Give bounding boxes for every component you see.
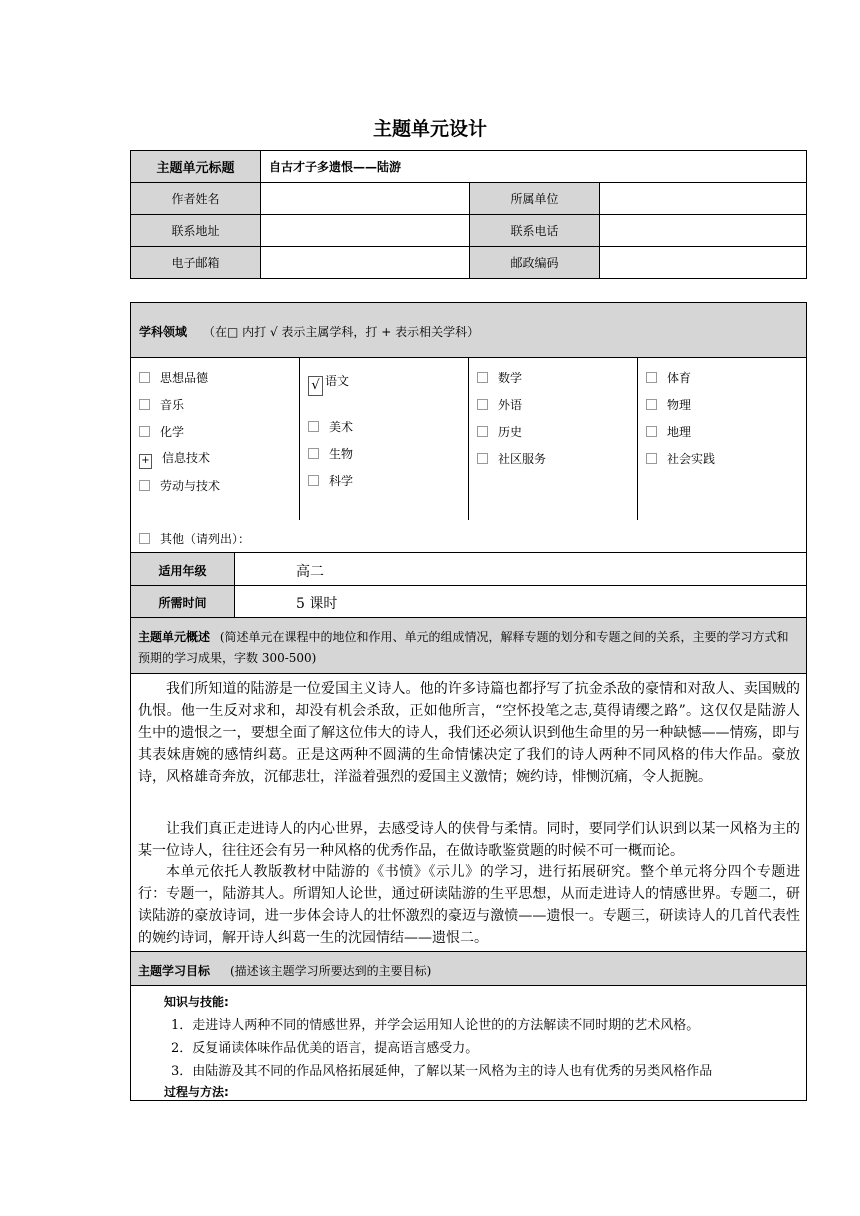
knowledge-label: 知识与技能: <box>164 995 229 1009</box>
subject-checkbox-music[interactable]: 音乐 <box>139 398 184 412</box>
overview-header <box>131 618 806 674</box>
subject-checkbox-social-practice[interactable]: 社会实践 <box>646 452 715 466</box>
subject-checkbox-it[interactable]: + 信息技术 <box>139 451 210 469</box>
goals-header <box>131 952 806 986</box>
goals-hint: (描述该主题学习所要达到的主要目标) <box>230 964 432 978</box>
author-field[interactable] <box>261 183 470 215</box>
overview-paragraph-1: 我们所知道的陆游是一位爱国主义诗人。他的许多诗篇也都抒写了抗金杀敌的豪情和对敌人、卖国贼的仇恨。他一生反对求和，却没有机会杀敌，正如他所言，“空怀投笔之志,莫得请缨之路”。这仅仅是陆游人生中的遗恨之一，要想全面了解这位伟大的诗人，我们还必须认识到他生命里的另一种缺憾——情殇，即与其表妹唐婉的感情纠葛。正是这两种不圆满的生命情愫决定了我们的诗人两种不同风格的伟大作品。豪放诗，风格雄奇奔放，沉郁悲壮，洋溢着强烈的爱国主义激情；婉约诗，悱恻沉痛，令人扼腕。 <box>138 681 800 785</box>
subject-checkbox-community[interactable]: 社区服务 <box>477 452 546 466</box>
unit-field[interactable] <box>600 183 807 215</box>
info-table <box>130 150 807 279</box>
subject-header <box>131 303 806 358</box>
address-field[interactable] <box>261 215 470 247</box>
subject-hint: （在□ 内打 √ 表示主属学科，打 + 表示相关学科） <box>203 325 480 339</box>
time-value[interactable]: 5 课时 <box>296 596 338 612</box>
goal-item-3: 3．由陆游及其不同的作品风格拓展延伸，了解以某一风格为主的诗人也有优秀的另类风格作品 <box>171 1064 713 1079</box>
goal-item-1: 1．走进诗人两种不同的情感世界，并学会运用知人论世的的方法解读不同时期的艺术风格。 <box>171 1018 700 1033</box>
author-label: 作者姓名 <box>131 183 261 215</box>
phone-label: 联系电话 <box>470 215 600 247</box>
overview-hint: (简述单元在课程中的地位和作用、单元的组成情况，解释专题的划分和专题之间的关系，主要的学习方式和预期的学习成果，字数 300-500) <box>138 630 789 665</box>
goal-item-2: 2．反复诵读体味作品优美的语言，提高语言感受力。 <box>171 1041 479 1056</box>
subject-checkbox-chemistry[interactable]: 化学 <box>139 425 184 439</box>
subject-checkbox-politics[interactable]: 思想品德 <box>139 371 208 385</box>
subject-checkbox-labor[interactable]: 劳动与技术 <box>139 479 220 493</box>
subject-checkbox-history[interactable]: 历史 <box>477 425 522 439</box>
goals-label: 主题学习目标 <box>138 964 211 978</box>
subject-checkbox-geography[interactable]: 地理 <box>646 425 691 439</box>
overview-label: 主题单元概述 <box>138 630 211 644</box>
title-value[interactable]: 自古才子多遗恨——陆游 <box>261 151 807 183</box>
subject-checkbox-other[interactable]: 其他（请列出）： <box>139 532 250 546</box>
grade-label: 适用年级 <box>158 564 207 578</box>
subject-checkbox-science[interactable]: 科学 <box>308 474 353 488</box>
title-label: 主题单元标题 <box>131 151 261 183</box>
postcode-label: 邮政编码 <box>470 247 600 279</box>
subject-checkbox-chinese[interactable]: √ 语文 <box>308 374 349 396</box>
email-field[interactable] <box>261 247 470 279</box>
subject-checkbox-pe[interactable]: 体育 <box>646 371 691 385</box>
overview-paragraph-3: 本单元依托人教版教材中陆游的《书愤》《示儿》的学习，进行拓展研究。整个单元将分四个专题进行：专题一，陆游其人。所谓知人论世，通过研读陆游的生平思想，从而走进诗人的情感世界。专题二，研读陆游的豪放诗词，进一步体会诗人的壮怀激烈的豪迈与激愤——遗恨一。专题三，研读诗人的几首代表性的婉约诗词，解开诗人纠葛一生的沈园情结——遗恨二。 <box>138 864 800 946</box>
subject-checkbox-physics[interactable]: 物理 <box>646 398 691 412</box>
overview-paragraph-2: 让我们真正走进诗人的内心世界，去感受诗人的侠骨与柔情。同时，要同学们认识到以某一风格为主的某一位诗人，往往还会有另一种风格的优秀作品，在做诗歌鉴赏题的时候不可一概而论。 <box>138 821 800 859</box>
address-label: 联系地址 <box>131 215 261 247</box>
subject-checkbox-art[interactable]: 美术 <box>308 420 353 434</box>
phone-field[interactable] <box>600 215 807 247</box>
subject-checkbox-biology[interactable]: 生物 <box>308 447 353 461</box>
process-label: 过程与方法: <box>164 1085 229 1099</box>
grade-value[interactable]: 高二 <box>296 564 324 580</box>
postcode-field[interactable] <box>600 247 807 279</box>
page-title: 主题单元设计 <box>372 118 487 140</box>
design-form <box>130 302 807 1101</box>
time-label: 所需时间 <box>158 596 207 610</box>
subject-checkbox-foreign-language[interactable]: 外语 <box>477 398 522 412</box>
email-label: 电子邮箱 <box>131 247 261 279</box>
subject-checkbox-math[interactable]: 数学 <box>477 371 522 385</box>
subject-label: 学科领域 <box>139 325 188 339</box>
unit-label: 所属单位 <box>470 183 600 215</box>
